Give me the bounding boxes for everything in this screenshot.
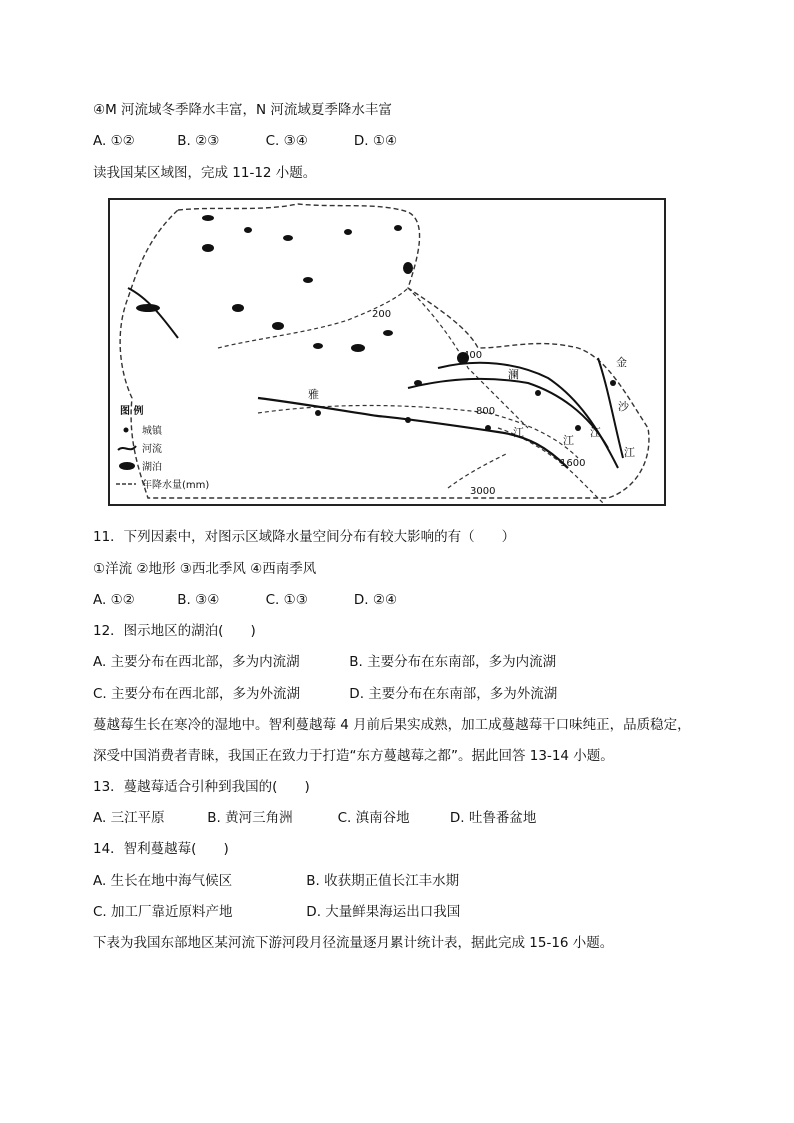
table-intro: 下表为我国东部地区某河流下游河段月径流量逐月累计统计表，据此完成 15-16 小题。 (93, 935, 614, 951)
passage-line-1: 蔓越莓生长在寒冷的湿地中。智利蔓越莓 4 月前后果实成熟，加工成蔓越莓干口味纯正，品质稳定， (93, 717, 691, 733)
map-label-jiang-3: 江 (513, 426, 524, 439)
q14-options-row1 (93, 872, 459, 890)
q10-options (93, 132, 397, 150)
q13-option-d: D. 吐鲁番盆地 (449, 810, 537, 826)
q11-option-c: C. ①③ (265, 592, 308, 608)
q11-options (93, 591, 397, 609)
legend-title: 图 例 (120, 406, 144, 417)
map-label-jiang-4: 江 (563, 434, 574, 447)
map-label-jin: 金 (616, 356, 627, 369)
q14-option-d: D. 大量鲜果海运出口我国 (306, 904, 461, 920)
q13-option-c: C. 滇南谷地 (337, 810, 410, 826)
isohyet-label-1600: 1600 (560, 458, 586, 469)
region-map (108, 198, 666, 506)
q10-option-d: D. ①④ (353, 133, 398, 149)
legend-isohyet: 年降水量(mm) (142, 480, 210, 491)
isohyet-label-800: 800 (476, 406, 496, 417)
map-label-jiang-2: 江 (590, 426, 601, 439)
q14-options-row2 (93, 903, 460, 921)
isohyet-label-200: 200 (372, 309, 392, 320)
q14-option-b: B. 收获期正值长江丰水期 (306, 873, 460, 889)
q12-stem: 12．图示地区的湖泊( ) (93, 623, 256, 639)
passage-line-2: 深受中国消费者青睐，我国正在致力于打造“东方蔓越莓之都”。据此回答 13-14 小题。 (93, 748, 614, 764)
map-label-lan: 澜 (508, 368, 519, 381)
q10-option-a: A. ①② (93, 133, 135, 149)
q11-stem: 11．下列因素中，对图示区域降水量空间分布有较大影响的有（ ） (93, 529, 516, 545)
q12-option-b: B. 主要分布在东南部，多为内流湖 (349, 654, 557, 670)
q12-option-d: D. 主要分布在东南部，多为外流湖 (349, 686, 558, 702)
q12-option-c: C. 主要分布在西北部，多为外流湖 (93, 686, 301, 702)
q13-option-b: B. 黄河三角洲 (207, 810, 293, 826)
q13-option-a: A. 三江平原 (93, 810, 165, 826)
legend-lake: 湖泊 (142, 462, 162, 473)
q12-options-row1 (93, 653, 556, 671)
q11-factors: ①洋流 ②地形 ③西北季风 ④西南季风 (93, 561, 317, 577)
q10-option-b: B. ②③ (177, 133, 220, 149)
map-label-sha: 沙 (618, 400, 629, 413)
isohyet-label-400: 400 (463, 350, 483, 361)
legend-town: 城镇 (142, 426, 162, 437)
legend-town-symbol (124, 428, 129, 433)
map-label-jiang-1: 江 (624, 446, 635, 459)
isohyet-label-3000: 3000 (470, 486, 496, 497)
q13-options (93, 809, 536, 827)
map-intro: 读我国某区域图，完成 11-12 小题。 (93, 165, 317, 181)
q11-option-b: B. ③④ (177, 592, 220, 608)
q10-statement-4: ④M 河流域冬季降水丰富，N 河流域夏季降水丰富 (93, 102, 392, 118)
q13-stem: 13．蔓越莓适合引种到我国的( ) (93, 779, 310, 795)
q11-option-a: A. ①② (93, 592, 135, 608)
map-label-ya: 雅 (308, 388, 319, 401)
q12-options-row2 (93, 685, 557, 703)
q14-option-c: C. 加工厂靠近原料产地 (93, 904, 233, 920)
q14-stem: 14．智利蔓越莓( ) (93, 841, 229, 857)
q10-option-c: C. ③④ (265, 133, 308, 149)
q14-option-a: A. 生长在地中海气候区 (93, 873, 233, 889)
legend-river: 河流 (142, 444, 162, 455)
q11-option-d: D. ②④ (353, 592, 398, 608)
q12-option-a: A. 主要分布在西北部，多为内流湖 (93, 654, 300, 670)
legend-lake-symbol (119, 462, 135, 470)
